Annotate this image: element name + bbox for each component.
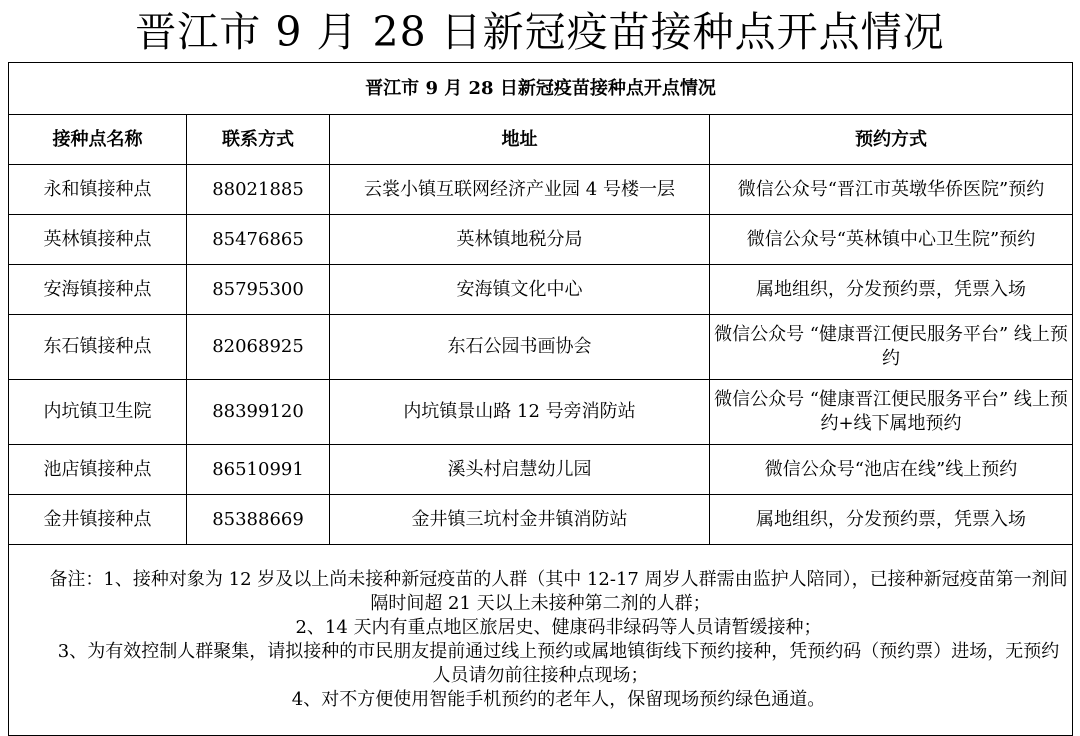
site-address: 溪头村启慧幼儿园 [330, 445, 710, 495]
site-booking: 微信公众号 “健康晋江便民服务平台” 线上预约 [710, 315, 1073, 380]
site-phone: 86510991 [187, 445, 330, 495]
page-title: 晋江市 9 月 28 日新冠疫苗接种点开点情况 [135, 8, 945, 56]
column-header-booking: 预约方式 [710, 115, 1073, 165]
note-4: 4、对不方便使用智能手机预约的老年人，保留现场预约绿色通道。 [291, 689, 826, 710]
table-row [9, 215, 1073, 265]
site-address: 东石公园书画协会 [330, 315, 710, 380]
column-header-address: 地址 [330, 115, 710, 165]
site-booking: 微信公众号“池店在线”线上预约 [710, 445, 1073, 495]
site-address: 云裳小镇互联网经济产业园 4 号楼一层 [330, 165, 710, 215]
site-booking: 属地组织，分发预约票，凭票入场 [710, 495, 1073, 545]
site-phone: 88399120 [187, 380, 330, 445]
notes-section [9, 545, 1073, 736]
site-address: 内坑镇景山路 12 号旁消防站 [330, 380, 710, 445]
site-name: 永和镇接种点 [9, 165, 187, 215]
site-name: 英林镇接种点 [9, 215, 187, 265]
site-name: 东石镇接种点 [9, 315, 187, 380]
table-row [9, 380, 1073, 445]
site-name: 池店镇接种点 [9, 445, 187, 495]
table-caption: 晋江市 9 月 28 日新冠疫苗接种点开点情况 [9, 63, 1073, 115]
site-phone: 82068925 [187, 315, 330, 380]
site-address: 英林镇地税分局 [330, 215, 710, 265]
site-booking: 微信公众号 “健康晋江便民服务平台” 线上预约+线下属地预约 [710, 380, 1073, 445]
table-row [9, 445, 1073, 495]
note-3: 3、为有效控制人群聚集，请拟接种的市民朋友提前通过线上预约或属地镇街线下预约接种，凭预约码（预约票）进场，无预约人员请勿前往接种点现场； [57, 641, 1060, 686]
site-address: 安海镇文化中心 [330, 265, 710, 315]
table-header-row [9, 115, 1073, 165]
site-booking: 微信公众号“晋江市英墩华侨医院”预约 [710, 165, 1073, 215]
vaccination-sites-table [8, 62, 1073, 736]
column-header-name: 接种点名称 [9, 115, 187, 165]
table-row [9, 495, 1073, 545]
site-phone: 85476865 [187, 215, 330, 265]
site-name: 内坑镇卫生院 [9, 380, 187, 445]
site-phone: 85795300 [187, 265, 330, 315]
site-phone: 88021885 [187, 165, 330, 215]
note-2: 2、14 天内有重点地区旅居史、健康码非绿码等人员请暂缓接种； [295, 617, 822, 638]
site-address: 金井镇三坑村金井镇消防站 [330, 495, 710, 545]
site-name: 安海镇接种点 [9, 265, 187, 315]
site-booking: 微信公众号“英林镇中心卫生院”预约 [710, 215, 1073, 265]
table-row [9, 315, 1073, 380]
column-header-phone: 联系方式 [187, 115, 330, 165]
site-name: 金井镇接种点 [9, 495, 187, 545]
table-row [9, 265, 1073, 315]
table-row [9, 165, 1073, 215]
site-booking: 属地组织，分发预约票，凭票入场 [710, 265, 1073, 315]
site-phone: 85388669 [187, 495, 330, 545]
note-1: 备注：1、接种对象为 12 岁及以上尚未接种新冠疫苗的人群（其中 12-17 周岁人群需由监护人陪同），已接种新冠疫苗第一剂间隔时间超 21 天以上未接种第二剂的人群； [49, 569, 1068, 614]
